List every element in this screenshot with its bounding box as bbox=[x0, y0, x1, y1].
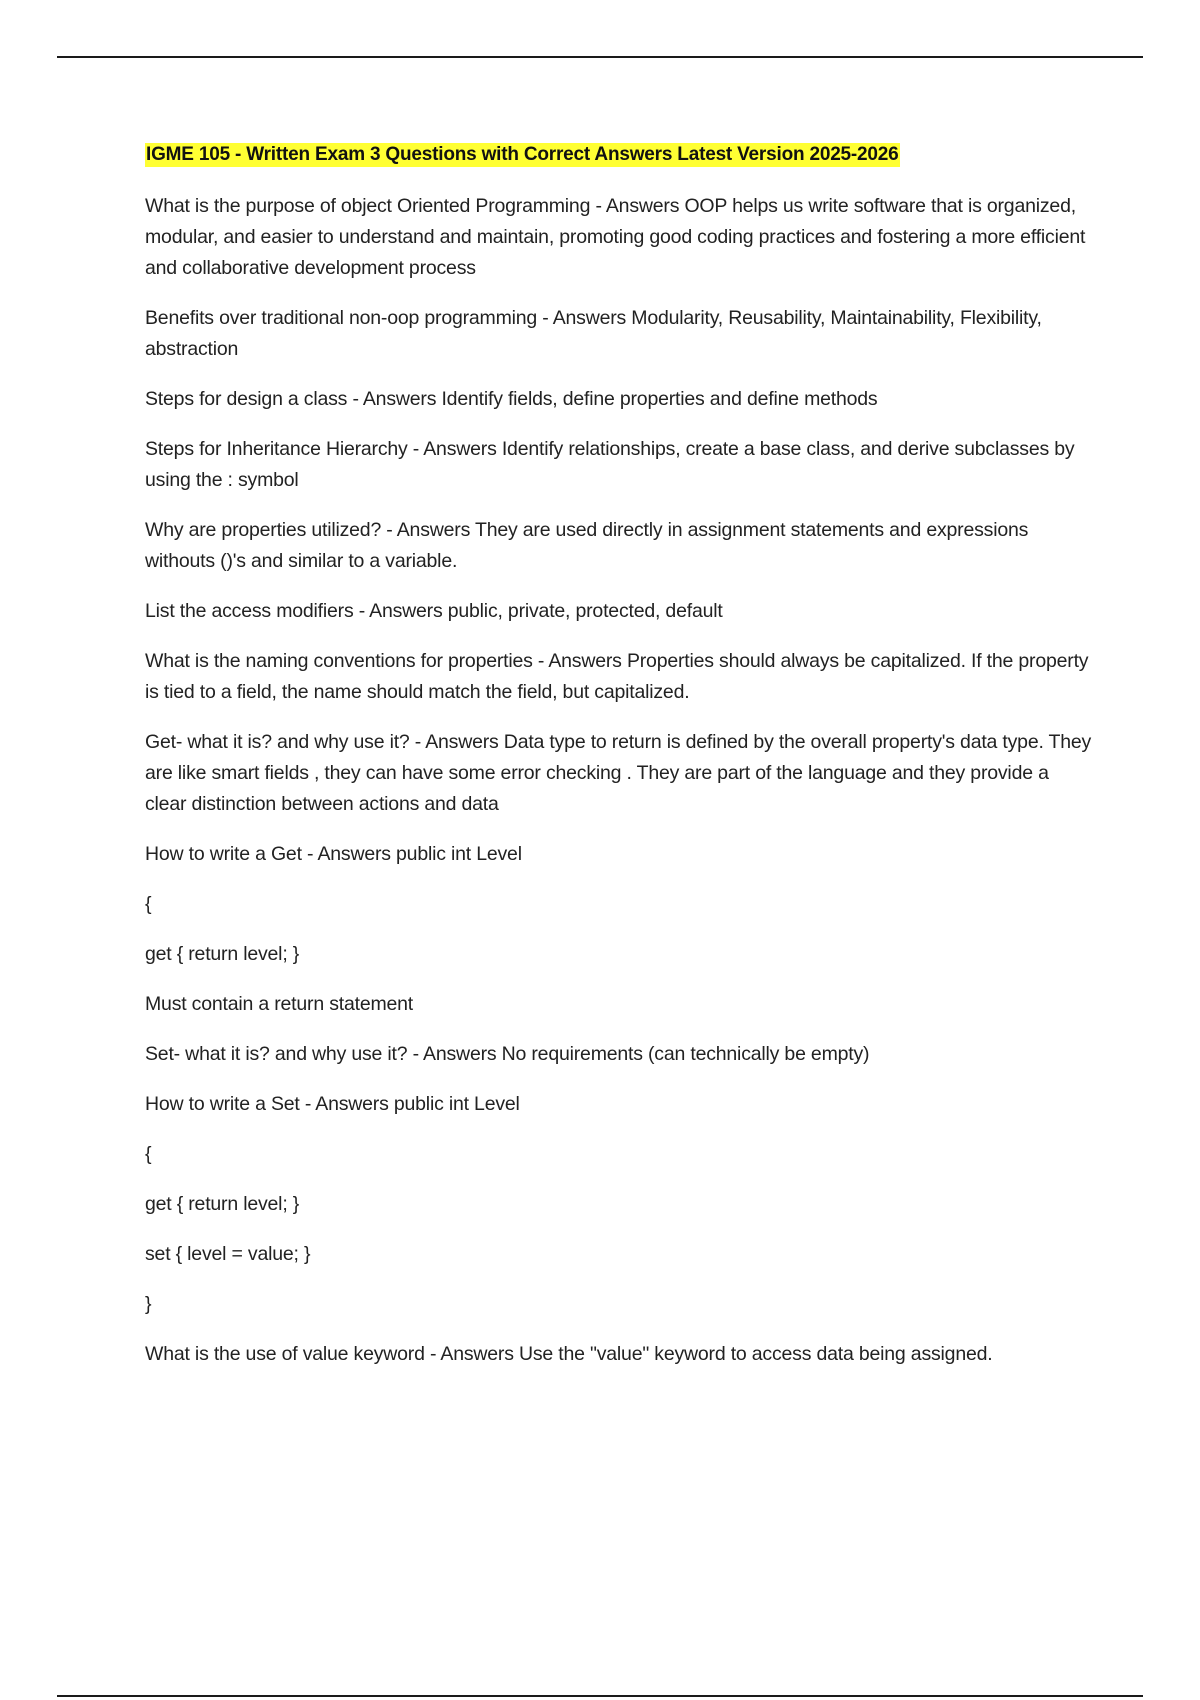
paragraph-set-definition: Set- what it is? and why use it? - Answers No requirements (can technically be empty) bbox=[145, 1043, 870, 1065]
code-line-open-brace: { bbox=[145, 893, 152, 915]
code-line-get: get { return level; } bbox=[145, 943, 300, 965]
code-line-set: set { level = value; } bbox=[145, 1243, 311, 1265]
paragraph-naming-conventions: What is the naming conventions for properties - Answers Properties should always be capitalized. If the property is tied to a field, the name should match the field, but capitalized. bbox=[145, 650, 1089, 703]
paragraph-oop-purpose: What is the purpose of object Oriented Programming - Answers OOP helps us write software that is organized, modular, and easier to understand and maintain, promoting good coding practices and fostering a more efficient and collaborative development process bbox=[145, 195, 1086, 279]
paragraph-benefits: Benefits over traditional non-oop programming - Answers Modularity, Reusability, Maintainability, Flexibility, abstraction bbox=[145, 307, 1042, 360]
code-line-open-brace: { bbox=[145, 1143, 152, 1165]
paragraph-inheritance: Steps for Inheritance Hierarchy - Answers Identify relationships, create a base class, and derive subclasses by using the : symbol bbox=[145, 438, 1075, 491]
code-line-get: get { return level; } bbox=[145, 1193, 300, 1215]
paragraph-access-modifiers: List the access modifiers - Answers public, private, protected, default bbox=[145, 600, 723, 622]
paragraph-properties-utilized: Why are properties utilized? - Answers They are used directly in assignment statements and expressions withouts ()'s and similar to a variable. bbox=[145, 519, 1029, 572]
document-body bbox=[145, 143, 1095, 1389]
paragraph-get-definition: Get- what it is? and why use it? - Answers Data type to return is defined by the overall property's data type. They are like smart fields , they can have some error checking . They are part of the language and they provide a clear distinction between actions and data bbox=[145, 731, 1092, 815]
footer-rule bbox=[57, 1695, 1143, 1697]
code-line-close-brace: } bbox=[145, 1293, 152, 1315]
paragraph-write-get: How to write a Get - Answers public int Level bbox=[145, 843, 522, 865]
document-title: IGME 105 - Written Exam 3 Questions with Correct Answers Latest Version 2025-2026 bbox=[146, 144, 899, 165]
paragraph-value-keyword: What is the use of value keyword - Answers Use the "value" keyword to access data being assigned. bbox=[145, 1343, 993, 1365]
paragraph-design-class: Steps for design a class - Answers Identify fields, define properties and define methods bbox=[145, 388, 878, 410]
paragraph-return-statement: Must contain a return statement bbox=[145, 993, 414, 1015]
header-rule bbox=[57, 56, 1143, 58]
paragraph-write-set: How to write a Set - Answers public int Level bbox=[145, 1093, 520, 1115]
